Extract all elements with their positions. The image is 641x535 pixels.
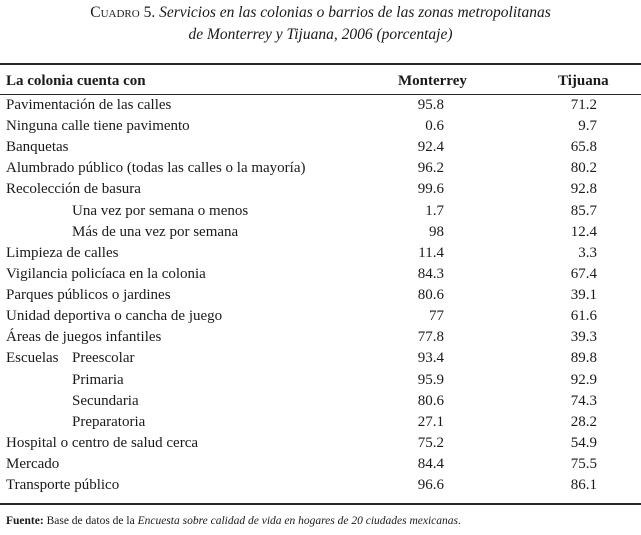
monterrey-value: 98 <box>429 224 444 240</box>
tijuana-value: 65.8 <box>570 139 597 155</box>
tijuana-value: 71.2 <box>570 97 597 113</box>
row-label: Pavimentación de las calles <box>6 97 172 113</box>
table-row <box>0 179 641 200</box>
tijuana-value: 75.5 <box>570 456 597 472</box>
tijuana-value: 74.3 <box>570 393 597 409</box>
column-header-label: La colonia cuenta con <box>6 73 146 89</box>
row-label: Mercado <box>6 456 60 472</box>
tijuana-value: 28.2 <box>570 414 597 430</box>
tijuana-value: 67.4 <box>570 266 597 282</box>
row-label: Banquetas <box>6 139 69 155</box>
tijuana-value: 39.3 <box>570 329 597 345</box>
monterrey-value: 93.4 <box>417 350 444 366</box>
tijuana-value: 3.3 <box>578 245 597 261</box>
table-caption-title: Servicios en las colonias o barrios de las zonas metropolitanas <box>159 4 551 21</box>
table-row <box>0 391 641 412</box>
row-label: Áreas de juegos infantiles <box>6 329 162 345</box>
monterrey-value: 80.6 <box>417 393 444 409</box>
footnote-end: . <box>458 515 461 527</box>
tijuana-value: 86.1 <box>570 477 597 493</box>
monterrey-value: 77.8 <box>417 329 444 345</box>
table-row <box>0 222 641 243</box>
monterrey-value: 75.2 <box>417 435 444 451</box>
monterrey-value: 96.2 <box>417 160 444 176</box>
monterrey-value: 96.6 <box>417 477 444 493</box>
tijuana-value: 12.4 <box>570 224 597 240</box>
monterrey-value: 84.3 <box>417 266 444 282</box>
row-label: Transporte público <box>6 477 120 493</box>
table-row <box>0 285 641 306</box>
table-row <box>0 327 641 348</box>
tijuana-value: 61.6 <box>570 308 597 324</box>
tijuana-value: 92.9 <box>570 372 597 388</box>
row-label: Parques públicos o jardines <box>6 287 171 303</box>
table-row <box>0 137 641 158</box>
table-row <box>0 306 641 327</box>
row-label: Ninguna calle tiene pavimento <box>6 118 190 134</box>
table-row <box>0 116 641 137</box>
monterrey-value: 27.1 <box>417 414 444 430</box>
table-caption-label: Cuadro 5. <box>90 4 156 21</box>
row-sublabel: Secundaria <box>72 393 139 409</box>
row-group-label: Escuelas <box>6 350 59 366</box>
table-row <box>0 475 641 496</box>
tijuana-value: 85.7 <box>570 203 597 219</box>
monterrey-value: 95.8 <box>417 97 444 113</box>
row-label: Hospital o centro de salud cerca <box>6 435 199 451</box>
table-bottom-rule <box>0 503 641 505</box>
column-header-monterrey: Monterrey <box>398 73 467 89</box>
monterrey-value: 84.4 <box>417 456 444 472</box>
footnote-source-title: Encuesta sobre calidad de vida en hogares de 20 ciudades mexicanas <box>137 515 459 527</box>
monterrey-value: 77 <box>429 308 444 324</box>
monterrey-value: 1.7 <box>425 203 444 219</box>
row-sublabel: Primaria <box>72 372 124 388</box>
tijuana-value: 92.8 <box>570 181 597 197</box>
row-label: Unidad deportiva o cancha de juego <box>6 308 223 324</box>
monterrey-value: 92.4 <box>417 139 444 155</box>
table-row <box>0 264 641 285</box>
table-row <box>0 243 641 264</box>
tijuana-value: 9.7 <box>578 118 597 134</box>
column-header-tijuana: Tijuana <box>558 73 609 89</box>
row-label: Vigilancia policíaca en la colonia <box>6 266 206 282</box>
row-label: Alumbrado público (todas las calles o la mayoría) <box>6 160 306 176</box>
table-caption-line-2: de Monterrey y Tijuana, 2006 (porcentaje) <box>188 26 453 43</box>
source-footnote <box>6 514 461 528</box>
table-row <box>0 158 641 179</box>
row-sublabel: Preescolar <box>72 350 135 366</box>
monterrey-value: 80.6 <box>417 287 444 303</box>
table-row <box>0 433 641 454</box>
table-top-rule <box>0 63 641 65</box>
table-row <box>0 370 641 391</box>
monterrey-value: 11.4 <box>418 245 444 261</box>
monterrey-value: 99.6 <box>417 181 444 197</box>
table-row <box>0 454 641 475</box>
table-caption-line-1 <box>0 2 641 24</box>
tijuana-value: 39.1 <box>570 287 597 303</box>
tijuana-value: 80.2 <box>570 160 597 176</box>
monterrey-value: 0.6 <box>425 118 444 134</box>
row-label: Recolección de basura <box>6 181 141 197</box>
table-row <box>0 201 641 222</box>
tijuana-value: 54.9 <box>570 435 597 451</box>
monterrey-value: 95.9 <box>417 372 444 388</box>
footnote-label: Fuente: <box>6 515 44 527</box>
table-row <box>0 412 641 433</box>
row-sublabel: Una vez por semana o menos <box>72 203 249 219</box>
row-sublabel: Más de una vez por semana <box>72 224 239 240</box>
table-row <box>0 348 641 369</box>
row-label: Limpieza de calles <box>6 245 119 261</box>
row-sublabel: Preparatoria <box>72 414 146 430</box>
table-row <box>0 95 641 116</box>
footnote-text: Base de datos de la <box>46 515 135 527</box>
tijuana-value: 89.8 <box>570 350 597 366</box>
